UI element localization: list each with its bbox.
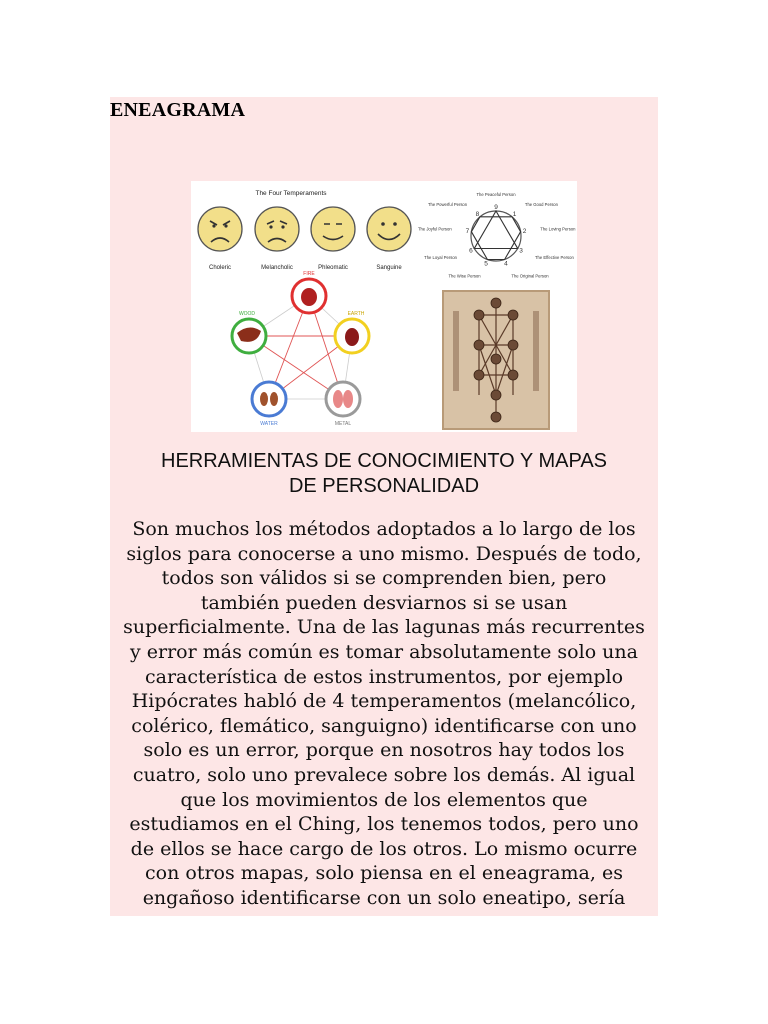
temperaments-title: The Four Temperaments <box>255 190 327 197</box>
enneagram-type-label: The Good Person <box>524 201 558 207</box>
melancholic-face-icon <box>255 207 299 251</box>
enneagram-type-label: The Wise Person <box>448 273 481 279</box>
enneagram-number: 6 <box>469 247 473 255</box>
enneagram-number: 5 <box>484 260 488 268</box>
temperament-label-1: Melancholic <box>261 265 293 271</box>
section-heading-line: HERRAMIENTAS DE CONOCIMIENTO Y MAPAS <box>161 450 607 472</box>
enneagram-number: 3 <box>519 247 523 255</box>
body-line: siglos para conocerse a uno mismo. Después de todo, <box>126 542 642 565</box>
body-line: estudiamos en el Ching, los tenemos todos, pero uno <box>129 813 639 836</box>
body-line: característica de estos instrumentos, por ejemplo <box>144 665 624 688</box>
enneagram-number: 7 <box>465 228 470 235</box>
temperament-label-2: Phleomatic <box>318 265 348 271</box>
enneagram-type-label: The Loyal Person <box>424 255 457 260</box>
body-line: todos son válidos si se comprenden bien, pero <box>161 567 607 590</box>
body-line: superficialmente. Una de las lagunas más recurrentes <box>123 616 645 639</box>
enneagram-icon <box>418 192 576 279</box>
tree-of-life-icon <box>443 291 549 429</box>
body-line: y error más común es tomar absolutamente solo una <box>130 640 638 663</box>
body-line: de ellos se hace cargo de los otros. Lo mismo ocurre <box>130 837 638 860</box>
enneagram-type-label: The Loving Person <box>540 226 576 232</box>
phlegmatic-face-icon <box>311 207 355 251</box>
body-line: Hipócrates habló de 4 temperamentos (melancólico, <box>131 690 637 713</box>
enneagram-type-label: The Joyful Person <box>417 226 452 232</box>
water-label: WATER <box>260 421 278 427</box>
enneagram-number: 8 <box>475 210 480 218</box>
enneagram-number: 1 <box>512 210 517 218</box>
body-line: cuatro, solo uno prevalece sobre los demás. Al igual <box>132 763 636 786</box>
water-element <box>252 382 286 416</box>
temperament-faces-icon <box>198 190 411 271</box>
enneagram-type-label: The Original Person <box>511 273 549 279</box>
enneagram-type-label: The Powerful Person <box>427 201 468 207</box>
enneagram-number: 2 <box>522 228 527 235</box>
choleric-face-icon <box>198 207 242 251</box>
temperament-label-3: Sanguine <box>376 265 402 271</box>
section-heading-line: DE PERSONALIDAD <box>288 475 480 497</box>
enneagram-number: 4 <box>504 260 508 268</box>
fire-label: FIRE <box>303 271 315 277</box>
wood-label: WOOD <box>238 311 256 317</box>
sanguine-face-icon <box>367 207 411 251</box>
body-line: que los movimientos de los elementos que <box>180 788 588 811</box>
enneagram-type-label: The Effective Person <box>535 255 574 260</box>
document-page <box>110 97 658 916</box>
document-title: ENEAGRAMA <box>110 99 246 121</box>
temperament-label-0: Choleric <box>208 265 232 271</box>
body-line: Son muchos los métodos adoptados a lo largo de los <box>132 518 636 540</box>
metal-label: METAL <box>334 421 352 427</box>
earth-label: EARTH <box>347 311 365 317</box>
enneagram-number: 9 <box>494 204 498 211</box>
body-line: colérico, flemático, sanguigno) identificarse con uno <box>131 714 637 737</box>
body-line: solo es un error, porque en nosotros hay todos los <box>143 739 625 762</box>
body-paragraph <box>110 517 658 911</box>
body-line: con otros mapas, solo piensa en el eneagrama, es <box>145 862 623 885</box>
illustration-collage <box>191 181 577 432</box>
section-heading <box>110 449 658 499</box>
body-line: engañoso identificarse con un solo eneatipo, sería <box>142 886 626 909</box>
enneagram-type-label: The Peaceful Person <box>476 192 516 197</box>
five-elements-icon <box>232 271 369 427</box>
body-line: también pueden desviarnos si se usan <box>200 591 568 614</box>
